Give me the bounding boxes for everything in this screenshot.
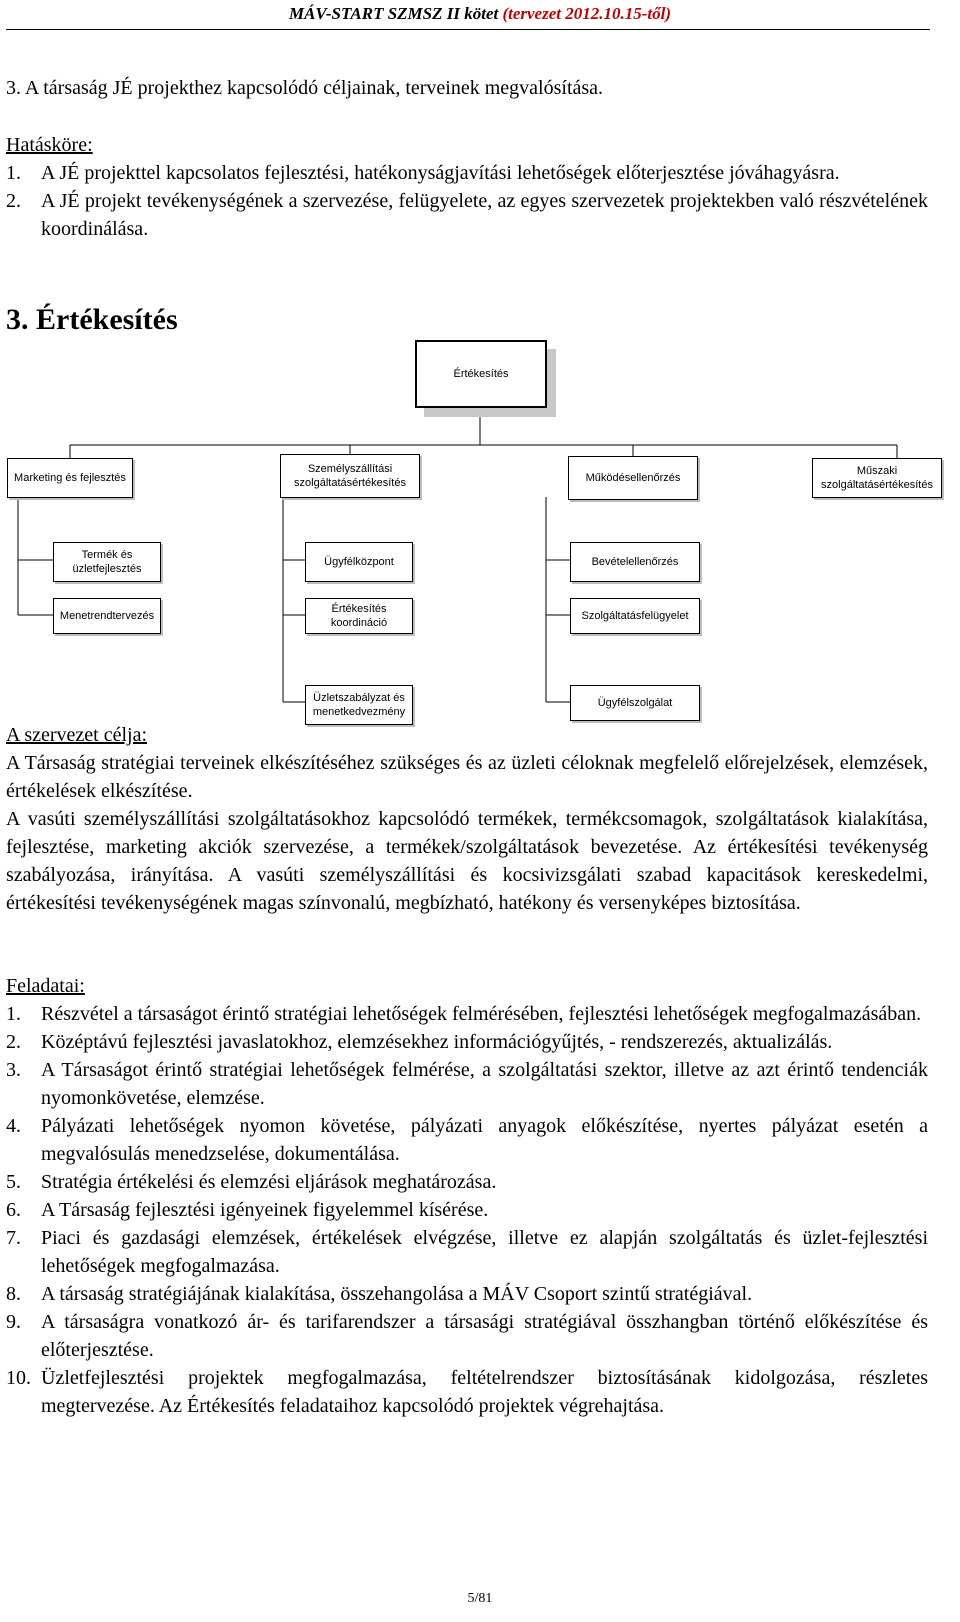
header-title: MÁV-START SZMSZ II kötet <box>288 4 499 23</box>
org-box-ertekesites-koordinacio: Értékesítés koordináció <box>305 598 413 634</box>
list-item <box>6 187 928 243</box>
list-item <box>6 1224 928 1280</box>
org-box-mukodesellenorzes: Működésellenőrzés <box>568 456 698 500</box>
item-number: 3. <box>6 1059 21 1081</box>
cel-heading: A szervezet célja: <box>6 724 148 746</box>
item-text: Üzletfejlesztési projektek megfogalmazása, feltételrendszer biztosításának kidolgozása, részletes megtervezése. Az Értékesítés feladataihoz kapcsolódó projektek végrehajtása. <box>41 1367 928 1417</box>
feladatai-heading: Feladatai: <box>6 975 85 997</box>
item-text: A JÉ projekttel kapcsolatos fejlesztési, hatékonyságjavítási lehetőségek előterjesztése jóváhagyásra. <box>41 162 840 184</box>
item-text: A JÉ projekt tevékenységének a szervezése, felügyelete, az egyes szervezetek projektekben való részvételének koordinálása. <box>41 190 928 240</box>
item-number: 6. <box>6 1199 21 1221</box>
org-box-muszaki: Műszaki szolgáltatásértékesítés <box>812 458 942 498</box>
org-box-szolgaltatasfelugyelet: Szolgáltatásfelügyelet <box>570 598 700 634</box>
hataskore-heading: Hatásköre: <box>6 134 93 156</box>
org-box-bevetelellenorzes: Bevételellenőrzés <box>570 542 700 582</box>
feladatai-list <box>6 1000 928 1420</box>
page-header <box>0 2 960 26</box>
item-text: Stratégia értékelési és elemzési eljárások meghatározása. <box>41 1171 497 1193</box>
list-item <box>6 1308 928 1364</box>
intro-item: 3. A társaság JÉ projekthez kapcsolódó céljainak, terveinek megvalósítása. <box>6 77 604 99</box>
item-number: 10. <box>6 1367 31 1389</box>
org-box-ugyfelszolgalat: Ügyfélszolgálat <box>570 685 700 721</box>
org-box-ertekesites: Értékesítés <box>415 340 547 408</box>
section-title: 3. Értékesítés <box>6 303 178 336</box>
org-box-menetrend: Menetrendtervezés <box>53 598 161 634</box>
item-number: 5. <box>6 1171 21 1193</box>
item-number: 2. <box>6 190 21 212</box>
org-box-szemelyszallitasi: Személyszállítási szolgáltatásértékesítés <box>280 454 420 498</box>
item-text: A társaságra vonatkozó ár- és tarifarendszer a társasági stratégiával összhangban történő előkészítése és előterjesztése. <box>41 1311 928 1361</box>
list-item <box>6 1280 928 1308</box>
item-number: 1. <box>6 1003 21 1025</box>
item-number: 8. <box>6 1283 21 1305</box>
cel-paragraph-2: A vasúti személyszállítási szolgáltatásokhoz kapcsolódó termékek, termékcsomagok, szolgáltatások kialakítása, fejlesztése, marketing akciók szervezése, a termékek/szolgáltatások bevezetése. Az értékesítési tevékenység szabályozása, irányítása. A vasúti személyszállítási és kocsivizsgálati szabad kapacitások kereskedelmi, értékesítési tevékenységének magas színvonalú, megbízható, hatékony és versenyképes biztosítása. <box>6 808 928 914</box>
list-item <box>6 1112 928 1168</box>
item-text: Középtávú fejlesztési javaslatokhoz, elemzésekhez információgyűjtés, - rendszerezés, aktualizálás. <box>41 1031 833 1053</box>
item-number: 4. <box>6 1115 21 1137</box>
item-number: 9. <box>6 1311 21 1333</box>
org-box-uzletszabalyzat: Üzletszabályzat és menetkedvezmény <box>305 685 413 725</box>
list-item <box>6 1364 928 1420</box>
list-item <box>6 1000 928 1028</box>
list-item <box>6 1168 928 1196</box>
page-number: 5/81 <box>467 1591 493 1606</box>
header-draft-note: (tervezet 2012.10.15-től) <box>502 4 672 23</box>
list-item <box>6 1028 928 1056</box>
item-text: A társaság stratégiájának kialakítása, összehangolása a MÁV Csoport szintű stratégiával. <box>41 1283 753 1305</box>
item-number: 2. <box>6 1031 21 1053</box>
org-box-termek: Termék és üzletfejlesztés <box>53 542 161 582</box>
item-text: Részvétel a társaságot érintő stratégiai lehetőségek felmérésében, fejlesztési lehetőségek megfogalmazásában. <box>41 1003 922 1025</box>
org-box-marketing: Marketing és fejlesztés <box>7 458 133 498</box>
header-divider <box>6 29 930 30</box>
list-item <box>6 1056 928 1112</box>
list-item <box>6 159 928 187</box>
item-text: Piaci és gazdasági elemzések, értékelések elvégzése, illetve ez alapján szolgáltatás és üzlet-fejlesztési lehetőségek megfogalmazása. <box>41 1227 928 1277</box>
item-number: 1. <box>6 162 21 184</box>
list-item <box>6 1196 928 1224</box>
org-box-ugyfelkozpont: Ügyfélközpont <box>305 542 413 582</box>
hataskore-list <box>6 159 928 243</box>
org-chart <box>0 330 960 720</box>
cel-paragraph-1: A Társaság stratégiai terveinek elkészítéséhez szükséges és az üzleti céloknak megfelelő előrejelzések, elemzések, értékelések elkészítése. <box>6 752 928 802</box>
item-text: A Társaság fejlesztési igényeinek figyelemmel kísérése. <box>41 1199 489 1221</box>
item-number: 7. <box>6 1227 21 1249</box>
item-text: Pályázati lehetőségek nyomon követése, pályázati anyagok előkészítése, nyertes pályázat esetén a megvalósulás menedzselése, dokumentálása. <box>41 1115 928 1165</box>
item-text: A Társaságot érintő stratégiai lehetőségek felmérése, a szolgáltatási szektor, illetve az azt érintő tendenciák nyomonkövetése, elemzése. <box>41 1059 928 1109</box>
